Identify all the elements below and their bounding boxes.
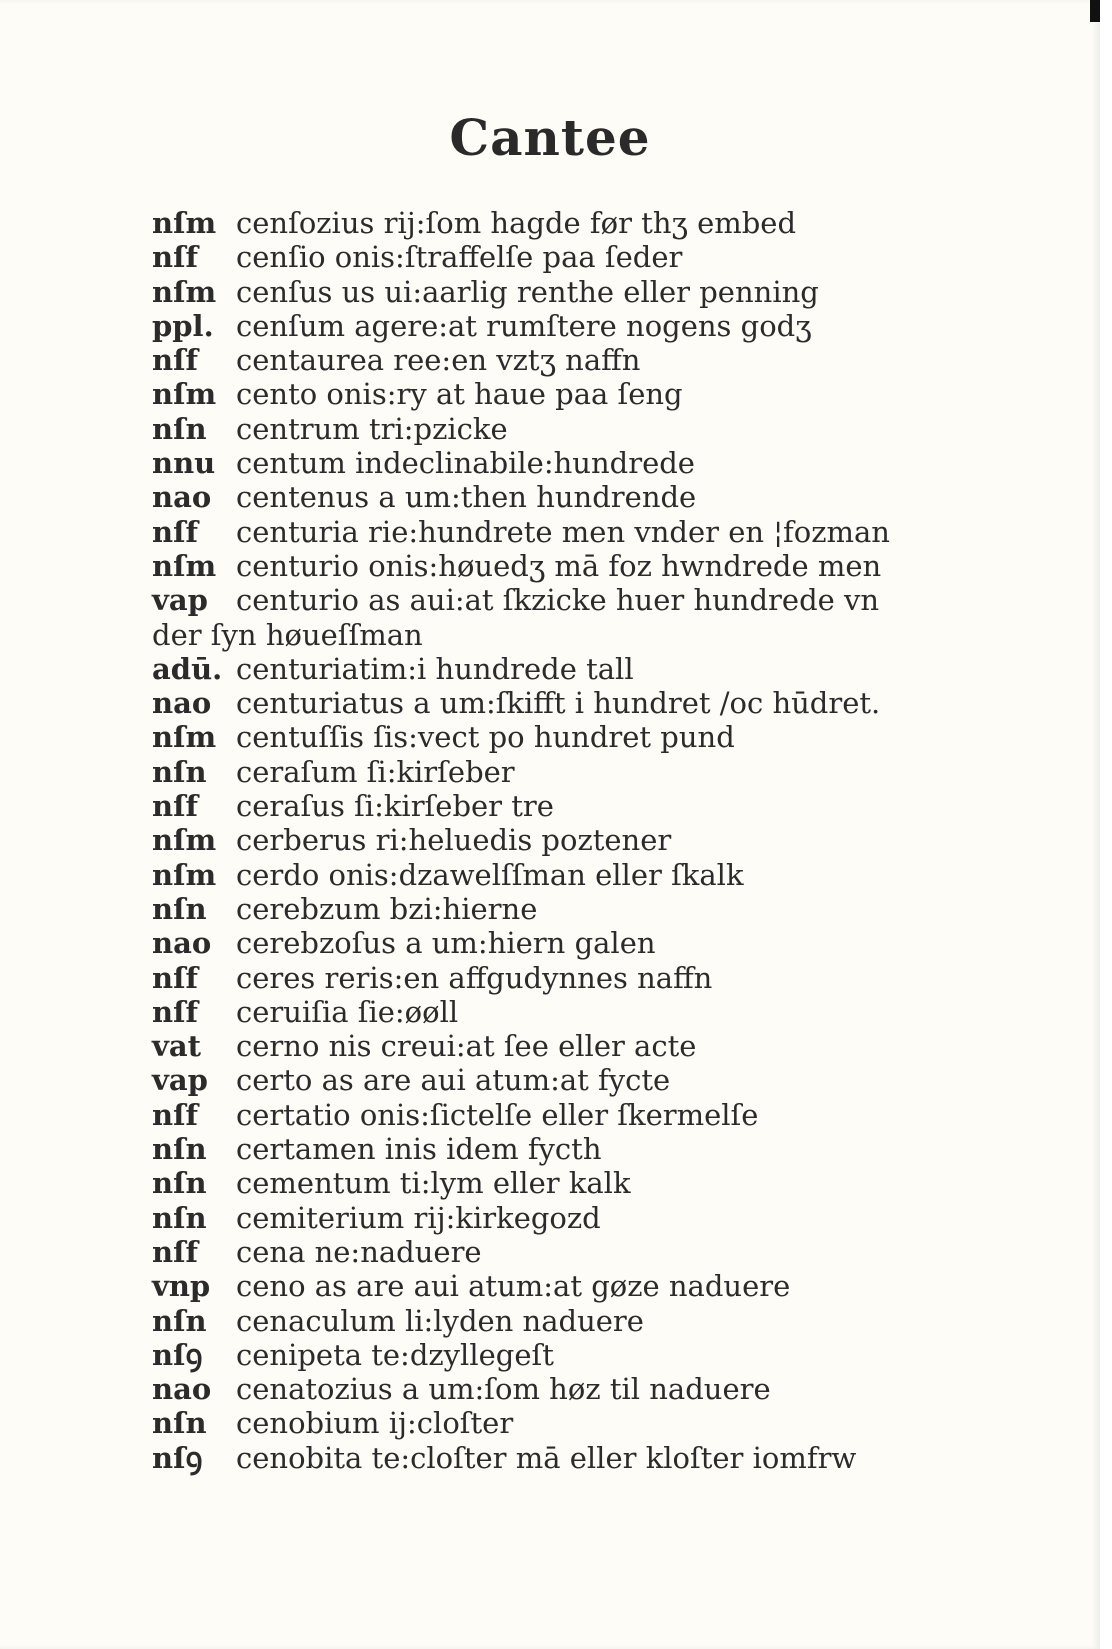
entry-text: cementum ti:lym eller kalk <box>236 1166 631 1201</box>
grammar-code: nſn <box>152 411 207 446</box>
entry-text: centuſſis ſis:vect po hundret pund <box>236 720 735 755</box>
dictionary-entry <box>152 343 942 377</box>
dictionary-entry <box>152 1338 942 1372</box>
entry-text: cenſio onis:ſtraffelſe paa ſeder <box>236 240 683 275</box>
dictionary-entry <box>152 1372 942 1406</box>
dictionary-entry <box>152 480 942 514</box>
grammar-code: vnp <box>152 1269 211 1304</box>
grammar-code: nſm <box>152 548 217 583</box>
entry-text: cemiterium rij:kirkegozd <box>236 1200 601 1235</box>
entry-text: cerebzoſus a um:hiern galen <box>236 926 656 961</box>
grammar-code: nſꝯ <box>152 1440 203 1475</box>
grammar-code: nſm <box>152 377 217 412</box>
entry-text: ceno as are aui atum:at gøze naduere <box>236 1269 791 1304</box>
entry-text: cenſus us ui:aarlig renthe eller penning <box>236 274 819 309</box>
dictionary-entry <box>152 412 942 446</box>
dictionary-entry <box>152 892 942 926</box>
grammar-code: nſf <box>152 994 199 1029</box>
grammar-code: nſf <box>152 1234 199 1269</box>
entry-text: centaurea ree:en vztʒ naffn <box>236 343 641 378</box>
grammar-code: nſf <box>152 240 199 275</box>
dictionary-entries <box>152 206 942 1475</box>
grammar-code: nſn <box>152 1166 207 1201</box>
grammar-code: nſn <box>152 1200 207 1235</box>
dictionary-entry <box>152 789 942 823</box>
entry-text: cerebzum bzi:hierne <box>236 891 538 926</box>
grammar-code: nao <box>152 926 212 961</box>
entry-text: der ſyn høueſſman <box>152 617 423 652</box>
page-header: Cantee <box>449 108 651 167</box>
grammar-code: nſf <box>152 789 199 824</box>
entry-text: centurio as aui:at ſkzicke huer hundrede vn <box>236 583 880 618</box>
dictionary-entry <box>152 858 942 892</box>
entry-text: ceraſum ſi:kirſeber <box>236 754 515 789</box>
grammar-code: nſf <box>152 1097 199 1132</box>
scan-corner-mark <box>1090 0 1100 22</box>
grammar-code: nſm <box>152 720 217 755</box>
entry-text: certo as are aui atum:at fycte <box>236 1063 671 1098</box>
entry-text: centenus a um:then hundrende <box>236 480 697 515</box>
dictionary-entry <box>152 1406 942 1440</box>
entry-text: centuriatus a um:ſkifft i hundret /oc hūdret. <box>236 686 881 721</box>
dictionary-entry <box>152 1235 942 1269</box>
dictionary-entry <box>152 720 942 754</box>
entry-text: ceruiſia ſie:øøll <box>236 994 459 1029</box>
grammar-code: nſm <box>152 857 217 892</box>
grammar-code: vap <box>152 583 208 618</box>
grammar-code: nſn <box>152 754 207 789</box>
dictionary-entry <box>152 652 942 686</box>
dictionary-entry <box>152 515 942 549</box>
entry-text: cerberus ri:heluedis poztener <box>236 823 672 858</box>
grammar-code: vat <box>152 1029 202 1064</box>
grammar-code: nſm <box>152 274 217 309</box>
dictionary-entry <box>152 206 942 240</box>
grammar-code: nſn <box>152 1406 207 1441</box>
dictionary-entry <box>152 686 942 720</box>
dictionary-entry <box>152 275 942 309</box>
dictionary-entry <box>152 1304 942 1338</box>
entry-text: ceraſus ſi:kirſeber tre <box>236 789 554 824</box>
dictionary-entry <box>152 1098 942 1132</box>
dictionary-entry <box>152 995 942 1029</box>
entry-text: certatio onis:ſictelſe eller ſkermelſe <box>236 1097 759 1132</box>
dictionary-entry <box>152 446 942 480</box>
entry-text: centrum tri:pzicke <box>236 411 508 446</box>
entry-text: cenatozius a um:ſom høz til naduere <box>236 1372 771 1407</box>
dictionary-entry <box>152 926 942 960</box>
grammar-code: nſf <box>152 343 199 378</box>
entry-text: centurio onis:høuedʒ mā foz hwndrede men <box>236 548 882 583</box>
grammar-code: adū. <box>152 651 223 686</box>
entry-text: centuria rie:hundrete men vnder en ¦fozman <box>236 514 890 549</box>
grammar-code: nſn <box>152 891 207 926</box>
entry-text: cenſozius rij:ſom hagde før thʒ embed <box>236 206 797 240</box>
entry-text: ceres reris:en affgudynnes naffn <box>236 960 713 995</box>
entry-text: cena ne:naduere <box>236 1234 482 1269</box>
dictionary-entry <box>152 309 942 343</box>
grammar-code: nſm <box>152 823 217 858</box>
grammar-code: nſn <box>152 1132 207 1167</box>
grammar-code: nao <box>152 686 212 721</box>
entry-text: centuriatim:i hundrede tall <box>236 651 634 686</box>
entry-text: centum indeclinabile:hundrede <box>236 446 695 481</box>
dictionary-entry <box>152 823 942 857</box>
dictionary-entry <box>152 583 942 617</box>
entry-text: cerdo onis:dzawelſſman eller ſkalk <box>236 857 744 892</box>
dictionary-entry <box>152 618 942 652</box>
entry-text: cenobita te:cloſter mā eller kloſter iomfrw <box>236 1440 857 1475</box>
grammar-code: nſf <box>152 514 199 549</box>
grammar-code: nſm <box>152 206 217 240</box>
dictionary-entry <box>152 1166 942 1200</box>
dictionary-entry <box>152 240 942 274</box>
entry-text: cenobium ij:cloſter <box>236 1406 514 1441</box>
grammar-code: nſn <box>152 1303 207 1338</box>
entry-text: certamen inis idem fycth <box>236 1132 602 1167</box>
grammar-code: nſꝯ <box>152 1337 203 1372</box>
grammar-code: ppl. <box>152 308 214 343</box>
dictionary-entry <box>152 549 942 583</box>
dictionary-entry <box>152 961 942 995</box>
dictionary-entry <box>152 1269 942 1303</box>
dictionary-entry <box>152 377 942 411</box>
grammar-code: nao <box>152 480 212 515</box>
entry-text: cenaculum li:lyden naduere <box>236 1303 644 1338</box>
dictionary-entry <box>152 1132 942 1166</box>
entry-text: cento onis:ry at haue paa ſeng <box>236 377 683 412</box>
grammar-code: nnu <box>152 446 216 481</box>
dictionary-entry <box>152 1063 942 1097</box>
grammar-code: vap <box>152 1063 208 1098</box>
entry-text: cerno nis creui:at ſee eller acte <box>236 1029 697 1064</box>
dictionary-entry <box>152 1029 942 1063</box>
entry-text: cenſum agere:at rumſtere nogens godʒ <box>236 308 812 343</box>
dictionary-entry <box>152 1441 942 1475</box>
grammar-code: nſf <box>152 960 199 995</box>
dictionary-entry <box>152 1201 942 1235</box>
dictionary-entry <box>152 755 942 789</box>
entry-text: cenipeta te:dzyllegeſt <box>236 1337 554 1372</box>
grammar-code: nao <box>152 1372 212 1407</box>
